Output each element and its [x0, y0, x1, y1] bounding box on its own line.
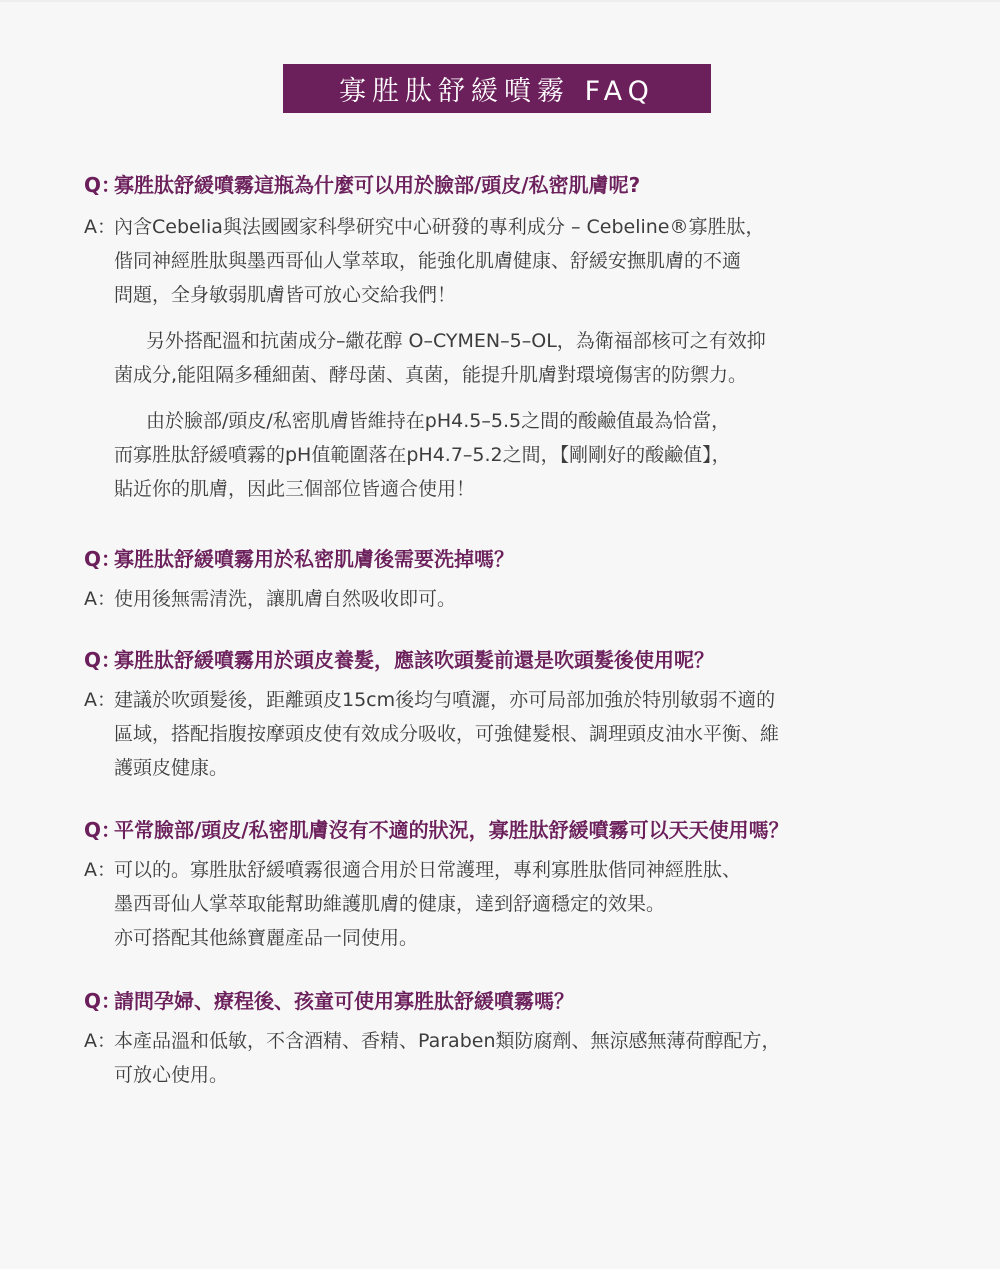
answer-label: A： [84, 588, 116, 610]
answer-line: 由於臉部/頭皮/私密肌膚皆維持在pH4.5–5.5之間的酸鹼值最為恰當， [146, 410, 731, 432]
faq-item-5 [84, 986, 944, 1092]
faq-question [84, 986, 944, 1016]
faq-item-2 [84, 544, 944, 616]
faq-item-3 [84, 645, 944, 785]
faq-item-1 [84, 170, 944, 506]
answer-line: 亦可搭配其他絲寶麗產品一同使用。 [114, 927, 419, 949]
answer-line: 建議於吹頭髮後，距離頭皮15cm後均勻噴灑，亦可局部加強於特別敏弱不適的 [114, 689, 776, 711]
answer-line: 可放心使用。 [114, 1064, 229, 1086]
answer-label: A： [84, 689, 116, 711]
answer-line: 而寡胜肽舒緩噴霧的pH值範圍落在pH4.7–5.2之間，【剛剛好的酸鹼值】， [114, 444, 731, 466]
answer-line: 菌成分,能阻隔多種細菌、酵母菌、真菌，能提升肌膚對環境傷害的防禦力。 [114, 364, 748, 386]
answer-line: 區域，搭配指腹按摩頭皮使有效成分吸收，可強健髮根、調理頭皮油水平衡、維 [114, 723, 780, 745]
faq-question [84, 815, 944, 845]
question-text: 寡胜肽舒緩噴霧用於頭皮養髮，應該吹頭髮前還是吹頭髮後使用呢？ [114, 648, 714, 672]
answer-paragraph-2 [84, 324, 944, 392]
answer-line: 可以的。寡胜肽舒緩噴霧很適合用於日常護理，專利寡胜肽偕同神經胜肽、 [114, 859, 742, 881]
faq-answer [84, 683, 944, 785]
faq-question [84, 170, 944, 200]
faq-question [84, 645, 944, 675]
answer-paragraph-3 [84, 404, 944, 506]
answer-label: A： [84, 1030, 116, 1052]
question-text: 平常臉部/頭皮/私密肌膚沒有不適的狀況，寡胜肽舒緩噴霧可以天天使用嗎？ [114, 818, 789, 842]
faq-answer [84, 853, 944, 955]
faq-answer [84, 210, 944, 312]
answer-line: 內含Cebelia與法國國家科學研究中心研發的專利成分 – Cebeline®寡胜肽， [114, 216, 765, 238]
question-label: Q： [84, 648, 122, 672]
question-label: Q： [84, 547, 122, 571]
faq-item-4 [84, 815, 944, 955]
page-title: 寡胜肽舒緩噴霧 FAQ [283, 64, 711, 113]
answer-label: A： [84, 859, 116, 881]
answer-line: 本產品溫和低敏，不含酒精、香精、Paraben類防腐劑、無涼感無薄荷醇配方， [114, 1030, 781, 1052]
question-text: 寡胜肽舒緩噴霧這瓶為什麼可以用於臉部/頭皮/私密肌膚呢? [114, 173, 641, 197]
answer-label: A： [84, 216, 116, 238]
answer-line: 另外搭配溫和抗菌成分–繖花醇 O–CYMEN–5–OL，為衛福部核可之有效抑 [146, 330, 766, 352]
question-text: 寡胜肽舒緩噴霧用於私密肌膚後需要洗掉嗎？ [114, 547, 514, 571]
faq-answer [84, 1024, 944, 1092]
answer-line: 墨西哥仙人掌萃取能幫助維護肌膚的健康，達到舒適穩定的效果。 [114, 893, 666, 915]
answer-line: 護頭皮健康。 [114, 757, 229, 779]
question-text: 請問孕婦、療程後、孩童可使用寡胜肽舒緩噴霧嗎？ [114, 989, 574, 1013]
answer-line: 偕同神經胜肽與墨西哥仙人掌萃取，能強化肌膚健康、舒緩安撫肌膚的不適 [114, 250, 742, 272]
faq-question [84, 544, 944, 574]
faq-answer [84, 582, 944, 616]
answer-line: 貼近你的肌膚，因此三個部位皆適合使用！ [114, 478, 476, 500]
answer-line: 使用後無需清洗，讓肌膚自然吸收即可。 [114, 588, 457, 610]
answer-line: 問題，全身敏弱肌膚皆可放心交給我們！ [114, 284, 457, 306]
question-label: Q： [84, 173, 122, 197]
question-label: Q： [84, 818, 122, 842]
question-label: Q： [84, 989, 122, 1013]
top-divider [0, 0, 1000, 2]
